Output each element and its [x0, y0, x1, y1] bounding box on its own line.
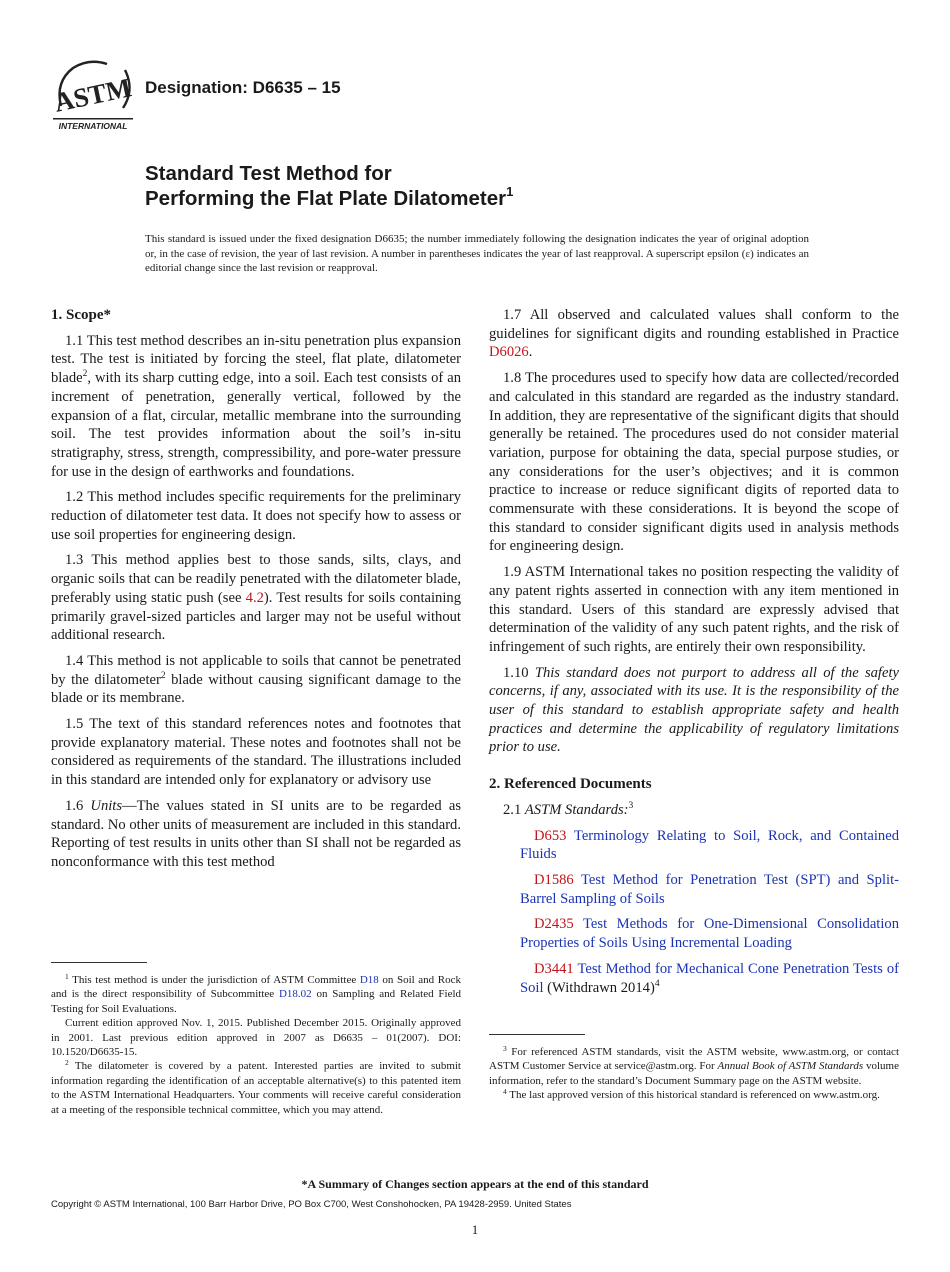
- paragraph-1-3: 1.3 This method applies best to those sands, silts, clays, and organic soils that can be readily penetrated with the dilatometer blade, preferably using static push (see 4.2). Test results for soils containing primarily gravel-sized particles and larger may not be useful without additional research.: [51, 552, 461, 644]
- title-footnote-mark: 1: [506, 184, 514, 199]
- section-heading-scope: 1. Scope*: [51, 307, 111, 323]
- footnotes-right: [489, 1045, 899, 1103]
- reference-item[interactable]: D1586 Test Method for Penetration Test (SPT) and Split-Barrel Sampling of Soils: [520, 871, 899, 907]
- svg-text:ASTM: ASTM: [51, 72, 135, 118]
- left-column: [51, 306, 461, 879]
- issuance-notice: This standard is issued under the fixed designation D6635; the number immediately following the designation indicates the year of original adoption or, in the case of revision, the year of last revision. A number in parentheses indicates the year of last reapproval. A superscript epsilon (ε) indicates an editorial change since the last revision or reapproval.: [145, 233, 809, 275]
- paragraph-1-7: 1.7 All observed and calculated values shall conform to the guidelines for significant digits and rounding established in Practice D6026.: [489, 307, 899, 361]
- logo-subtext: INTERNATIONAL: [58, 121, 128, 131]
- footnote-2: $^2$ The dilatometer is covered by a patent. Interested parties are invited to submit information regarding the identification of an acceptable alternative(s) to this patented item to the ASTM International Headquarters. Your comments will receive careful consideration at a meeting of the responsible technical committee, which you may attend.: [51, 1058, 461, 1116]
- footnotes-left: [51, 973, 461, 1117]
- paragraph-1-10: 1.10 This standard does not purport to address all of the safety concerns, if any, associated with its use. It is the responsibility of the user of this standard to establish appropriate safety and health practices and determine the applicability of regulatory limitations prior to use.: [489, 664, 899, 756]
- copyright: Copyright © ASTM International, 100 Barr Harbor Drive, PO Box C700, West Conshohocken, PA 19428-2959. United States: [51, 1199, 572, 1210]
- paragraph-1-4: 1.4 This method is not applicable to soils that cannot be penetrated by the dilatometer$^2$ blade without causing significant damage to the blade or its membrane.: [51, 652, 461, 707]
- paragraph-1-8: 1.8 The procedures used to specify how data are collected/recorded and calculated in this standard are regarded as the industry standard. In addition, they are representative of the significant digits that should generally be retained. The procedures used do not consider material variation, purpose for obtaining the data, special purpose studies, or any considerations for the user’s objectives; and it is common practice to increase or reduce significant digits of reported data to commensurate with these considerations. It is beyond the scope of this standard to consider significant digits used in analysis methods for engineering design.: [489, 370, 899, 555]
- paragraph-1-9: 1.9 ASTM International takes no position respecting the validity of any patent rights asserted in connection with any item mentioned in this standard. Users of this standard are expressly advised that determination of the validity of any such patent rights, and the risk of infringement of such rights, are entirely their own responsibility.: [489, 564, 899, 655]
- footnote-4: $^4$ The last approved version of this historical standard is referenced on www.astm.org.: [503, 1087, 880, 1102]
- paragraph-1-6: 1.6 Units—The values stated in SI units are to be regarded as standard. No other units of measurement are included in this standard. Reporting of test results in units other than SI shall not be regarded as nonconformance with this test method: [51, 797, 461, 870]
- reference-item[interactable]: D2435 Test Methods for One-Dimensional Consolidation Properties of Soils Using Incremental Loading: [520, 916, 900, 952]
- title-line-1: Standard Test Method for: [145, 162, 392, 185]
- subcommittee-link-d18-02[interactable]: D18.02: [278, 988, 312, 1001]
- footnote-rule-right: [489, 1034, 585, 1035]
- section-heading-referenced-documents: 2. Referenced Documents: [489, 776, 652, 793]
- astm-logo: [51, 56, 135, 132]
- reference-item[interactable]: D3441 Test Method for Mechanical Cone Penetration Tests of Soil (Withdrawn 2014)$^4$: [520, 960, 899, 996]
- footnote-3: $^3$ For referenced ASTM standards, visit the ASTM website, www.astm.org, or contact ASTM Customer Service at service@astm.org. For Annual Book of ASTM Standards volume information, refer to the standard’s Document Summary page on the ASTM website.: [489, 1044, 899, 1087]
- edition-note: Current edition approved Nov. 1, 2015. Published December 2015. Originally approved in 2001. Last previous edition approved in 2007 as D6635 – 01(2007). DOI: 10.1520/D6635-15.: [51, 1017, 461, 1059]
- footnote-1: $^1$ This test method is under the jurisdiction of ASTM Committee D18 on Soil and Rock and is the direct responsibility of Subcommittee D18.02 on Sampling and Related Field Testing for Soil Evaluations.: [51, 972, 462, 1015]
- footnote-rule-left: [51, 962, 147, 963]
- paragraph-1-1: 1.1 This test method describes an in-situ penetration plus expansion test. The test is initiated by forcing the steel, flat plate, dilatometer blade$^2$, with its sharp cutting edge, into a soil. Each test consists of an increment of penetration, generally vertical, followed by the expansion of a flat, circular, metallic membrane into the surrounding soil. The test provides information about the soil’s in-situ stratigraphy, stress, strength, compressibility, and pore-water pressure for use in the design of earthworks and foundations.: [51, 332, 461, 480]
- document-title: [145, 161, 513, 211]
- right-column: [489, 306, 899, 1004]
- page-number: 1: [471, 1222, 479, 1237]
- committee-link-d18[interactable]: D18: [359, 974, 379, 986]
- title-line-2: Performing the Flat Plate Dilatometer$^1$: [145, 184, 514, 210]
- summary-of-changes-note: *A Summary of Changes section appears at the end of this standard: [301, 1177, 649, 1191]
- referenced-intro: 2.1 ASTM Standards:$^3$: [503, 800, 634, 818]
- standard-link-d6026[interactable]: D6026: [489, 344, 529, 361]
- section-link-4-2[interactable]: 4.2: [245, 589, 264, 606]
- paragraph-1-2: 1.2 This method includes specific requirements for the preliminary reduction of dilatometer test data. It does not specify how to assess or use soil properties for engineering design.: [51, 489, 461, 543]
- designation: Designation: D6635 – 15: [145, 78, 341, 97]
- paragraph-1-5: 1.5 The text of this standard references notes and footnotes that provide explanatory material. These notes and footnotes shall not be considered as requirements of the standard. The illustrations included in this standard are intended only for explanatory or advisory use: [51, 716, 461, 789]
- reference-item[interactable]: D653 Terminology Relating to Soil, Rock, and Contained Fluids: [520, 827, 900, 863]
